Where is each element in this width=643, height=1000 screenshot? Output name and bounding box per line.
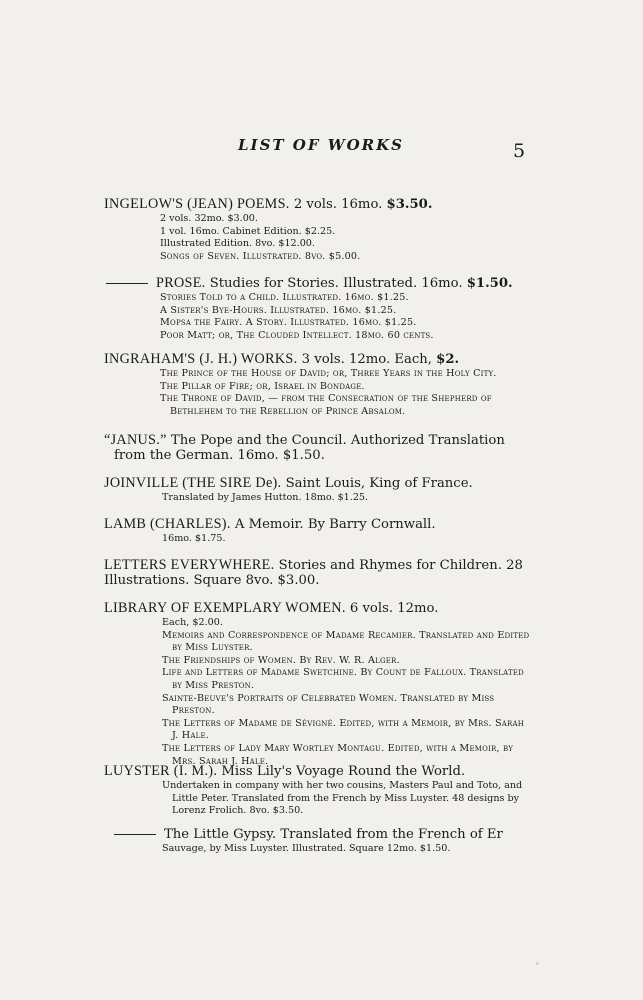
- ditto-dash: [106, 283, 148, 284]
- title-line: The Friendships of Women. By Rev. W. R. Alger.: [162, 654, 400, 666]
- entry-heading: LUYSTER (I. M.).: [104, 763, 218, 779]
- entry-details: Miss Lily's Voyage Round the World.: [221, 764, 466, 779]
- entry-heading: LETTERS EVERYWHERE.: [104, 557, 275, 573]
- catalog-entry-little-gypsy: [112, 826, 536, 856]
- catalog-entry-ingraham: [104, 351, 536, 418]
- page-speck: ˈ: [536, 962, 539, 971]
- title-line: Mopsa the Fairy. A Story. Illustrated. 16mo. $1.25.: [160, 317, 417, 329]
- entry-details: Stories and Rhymes for Children. 28 Illustrations. Square 8vo. $3.00.: [104, 558, 523, 588]
- title-line: The Pillar of Fire; or, Israel in Bondage.: [160, 380, 365, 392]
- catalog-entry-joinville: [104, 475, 536, 505]
- catalog-entry-janus: [104, 433, 532, 463]
- catalog-entry-exemplary-women: [104, 600, 536, 768]
- entry-heading: “JANUS.”: [104, 432, 167, 448]
- catalog-entry-ingelow-prose: [104, 275, 536, 342]
- title-line: The Letters of Lady Mary Wortley Montagu. Edited, with a Memoir, by Mrs. Sarah J. Hale.: [162, 742, 514, 767]
- entry-details: Studies for Stories. Illustrated. 16mo.: [209, 276, 463, 291]
- entry-heading: LIBRARY OF EXEMPLARY WOMEN.: [104, 600, 346, 616]
- edition-line: 2 vols. 32mo. $3.00.: [160, 213, 258, 224]
- entry-details: 3 vols. 12mo. Each,: [301, 352, 432, 367]
- entry-heading: INGRAHAM'S (J. H.) WORKS.: [104, 351, 298, 367]
- title-line: The Letters of Madame de Sévigné. Edited, with a Memoir, by Mrs. Sarah J. Hale.: [162, 717, 525, 742]
- page-number: 5: [513, 140, 526, 162]
- entry-price: $3.50.: [386, 197, 433, 212]
- entry-price: $2.: [436, 352, 460, 367]
- title-line: The Prince of the House of David; or, Three Years in the Holy City.: [160, 368, 497, 379]
- catalog-entry-luyster: [104, 763, 536, 818]
- edition-line: Illustrated Edition. 8vo. $12.00.: [160, 238, 315, 250]
- entry-heading: INGELOW'S (JEAN) POEMS.: [104, 196, 290, 212]
- entry-heading: JOINVILLE (THE SIRE De).: [104, 475, 282, 491]
- running-head: LIST OF WORKS: [238, 136, 404, 154]
- entry-subline: 16mo. $1.75.: [162, 533, 226, 544]
- entry-subline: Each, $2.00.: [162, 617, 223, 628]
- page-header: [0, 136, 643, 166]
- entry-subline: Sauvage, by Miss Luyster. Illustrated. Square 12mo. $1.50.: [162, 843, 451, 854]
- entry-heading: PROSE.: [156, 275, 206, 291]
- edition-line: Songs of Seven. Illustrated. 8vo. $5.00.: [160, 250, 361, 262]
- title-line: Stories Told to a Child. Illustrated. 16mo. $1.25.: [160, 292, 409, 303]
- entry-details: Saint Louis, King of France.: [285, 476, 473, 491]
- entry-details: The Pope and the Council. Authorized Translation from the German. 16mo. $1.50.: [114, 433, 505, 463]
- entry-details: The Little Gypsy. Translated from the French of Er: [164, 827, 503, 842]
- title-line: Life and Letters of Madame Swetchine. By Count de Falloux. Translated by Miss Preston.: [162, 667, 524, 691]
- entry-details: 2 vols. 16mo.: [293, 197, 383, 212]
- entry-subline: Undertaken in company with her two cousins, Masters Paul and Toto, and Little Peter. Translated from the French by Miss Luyster. 48 designs by Lorenz Frolich. 8vo. $3.50.: [162, 780, 523, 817]
- title-line: A Sister's Bye-Hours. Illustrated. 16mo. $1.25.: [160, 304, 397, 316]
- title-line: Memoirs and Correspondence of Madame Recamier. Translated and Edited by Miss Luyster.: [162, 629, 530, 654]
- title-line: Poor Matt; or, The Clouded Intellect. 18mo. 60 cents.: [160, 329, 434, 341]
- catalog-entry-letters-everywhere: [104, 558, 532, 588]
- title-line: Sainte-Beuve's Portraits of Celebrated Women. Translated by Miss Preston.: [162, 692, 495, 717]
- catalog-entry-lamb: [104, 516, 536, 546]
- catalog-entry-ingelow-poems: [104, 196, 536, 263]
- entry-details: A Memoir. By Barry Cornwall.: [234, 517, 436, 532]
- entry-price: $1.50.: [466, 276, 513, 291]
- entry-details: 6 vols. 12mo.: [349, 601, 439, 616]
- edition-line: 1 vol. 16mo. Cabinet Edition. $2.25.: [160, 225, 336, 237]
- title-line: The Throne of David, — from the Consecration of the Shepherd of Bethlehem to the Rebellion of Prince Absalom.: [160, 393, 492, 417]
- entry-subline: Translated by James Hutton. 18mo. $1.25.: [162, 492, 369, 503]
- entry-heading: LAMB (CHARLES).: [104, 516, 231, 532]
- ditto-dash: [114, 834, 156, 835]
